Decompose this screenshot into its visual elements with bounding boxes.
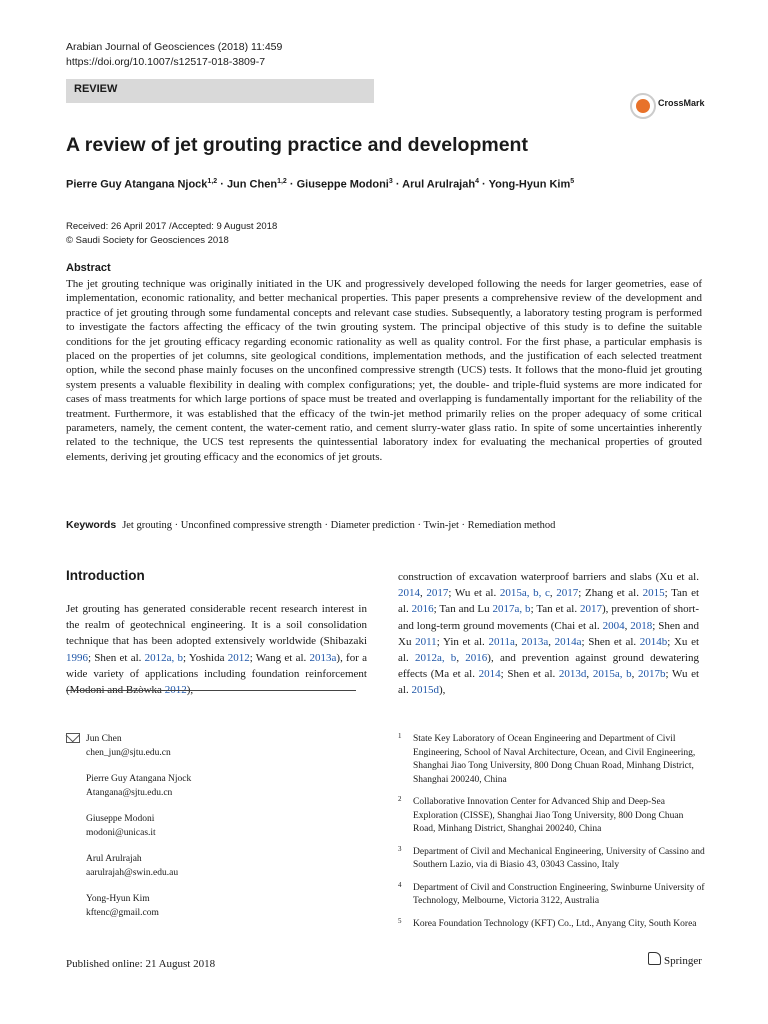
introduction-heading: Introduction xyxy=(66,568,145,583)
body-text: , xyxy=(514,635,522,648)
author-name[interactable]: Arul Arulrajah xyxy=(402,178,476,191)
citation-link[interactable]: 2015a, b, c xyxy=(499,587,550,600)
citation-link[interactable]: 2015a, b xyxy=(592,668,632,681)
affiliation-entry xyxy=(398,918,705,932)
affiliation-number: 1 xyxy=(398,732,402,740)
contact-email[interactable]: aarulrajah@swin.edu.au xyxy=(86,867,179,878)
article-type-label: REVIEW xyxy=(74,83,118,95)
keywords-label: Keywords xyxy=(66,519,117,531)
citation-link[interactable]: 2012 xyxy=(164,684,187,697)
affiliation-text: Korea Foundation Technology (KFT) Co., Ltd., Anyang City, South Korea xyxy=(413,918,697,929)
body-text: , xyxy=(631,668,638,681)
published-date: Published online: 21 August 2018 xyxy=(66,958,216,970)
contact-entry xyxy=(86,773,346,800)
body-text: , xyxy=(586,668,593,681)
author-name[interactable]: Jun Chen xyxy=(226,178,278,191)
publisher-logo xyxy=(648,952,702,967)
contact-email[interactable]: modoni@unicas.it xyxy=(86,827,156,838)
citation-link[interactable]: 2017 xyxy=(556,587,579,600)
citation-link[interactable]: 2012a, b xyxy=(144,651,184,664)
body-text: ), xyxy=(438,684,446,697)
citation-link[interactable]: 2013d xyxy=(558,668,587,681)
affiliation-text: Collaborative Innovation Center for Advanced Ship and Deep-Sea Exploration (CISSE), Shanghai Jiao Tong University, 800 Dong Chuan Road, Minhang District, Shanghai 200240, China xyxy=(413,797,684,834)
intro-column-right xyxy=(398,569,699,699)
citation-link[interactable]: 2012 xyxy=(227,651,250,664)
citation-link[interactable]: 2017 xyxy=(580,603,602,616)
body-text: Jet grouting has generated considerable recent research interest in the realm of geotechnical engineering. It is a soil consolidation technique that has been adopted extensively worldwide (Shibazaki xyxy=(66,603,367,648)
body-text: ; Shen et al. xyxy=(88,651,145,664)
citation-link[interactable]: 2013a xyxy=(521,635,549,648)
body-text: ; Wu et al. xyxy=(398,668,700,697)
author-name[interactable]: Pierre Guy Atangana Njock xyxy=(66,178,208,191)
body-text: ; Yoshida xyxy=(183,651,228,664)
citation-link[interactable]: 2014 xyxy=(478,668,501,681)
body-text: ), xyxy=(186,684,194,697)
article-title: A review of jet grouting practice and development xyxy=(66,134,528,156)
author-affiliation-mark: 3 xyxy=(388,178,393,185)
citation-link[interactable]: 2004 xyxy=(602,619,625,632)
abstract-heading: Abstract xyxy=(66,262,111,274)
body-text: ), and prevention against ground dewatering effects (Ma et al. xyxy=(398,652,699,681)
author-affiliation-mark: 4 xyxy=(475,178,479,185)
abstract-text: The jet grouting technique was originally initiated in the UK and progressively developed following the needs for larger geometries, ease of implementation, economic rationality, and better mechanical properties. This paper presents a comprehensive review of the development and practice of jet grouting through some fundamental concepts and relevant case studies. Subsequently, a laboratory testing program is performed to investigate the factors affecting the efficacy of the twin grouting system. The principal objective of this study is to define the suitable conditions for the jet grouting efficacy regarding economic rationality as well as quality control. For the first phase, a particular emphasis is placed on the properties of jet columns, site geological conditions, implementation methods, and the justification of each selected treatment option, while the second phase mainly focuses on the unconfined compressive strength (UCS) tests. It follows that the mono-fluid jet grouting system presents a valuable flexibility in dealing with complex configurations; yet, the double- and triple-fluid systems are more indicated for cases of mass treatments for which large portions of space must be treated and overlapping is fundamentally important for the reliability of the treatment. Furthermore, it was established that the efficacy of the twin-jet method primarily relies on the proper adequacy of some critical parameters, namely, the cement content, the water-cement ratio, and cement slurry-water glass ratio. In spite of some uncertainties inherently related to the technique, the UCS test represents the quintessential laboratory index for evaluating the mechanical properties of grouted elements, deriving jet grouting efficacy and the economics of jet grouts. xyxy=(66,278,702,463)
author-affiliation-mark: 1,2 xyxy=(207,178,218,185)
affiliation-entry xyxy=(398,796,705,837)
citation-link[interactable]: 2017b xyxy=(638,668,666,681)
body-text: ; Shen et al. xyxy=(500,668,559,681)
citation-link[interactable]: 2017a, b xyxy=(492,603,531,616)
doi-link[interactable]: https://doi.org/10.1007/s12517-018-3809-7 xyxy=(66,56,266,68)
intro-column-left xyxy=(66,601,367,698)
journal-citation: Arabian Journal of Geosciences (2018) 11:459 xyxy=(66,41,283,53)
body-text: , xyxy=(549,587,557,600)
body-text: ; Wu et al. xyxy=(448,587,500,600)
body-text: ; Shen et al. xyxy=(581,635,640,648)
citation-link[interactable]: 2015 xyxy=(642,587,665,600)
body-text: ; Shen and Xu xyxy=(398,619,700,648)
contact-email[interactable]: chen_jun@sjtu.edu.cn xyxy=(86,747,171,758)
affiliations-list xyxy=(398,733,705,940)
citation-link[interactable]: 2016 xyxy=(411,603,434,616)
affiliation-entry xyxy=(398,733,705,787)
contact-email[interactable]: Atangana@sjtu.edu.cn xyxy=(86,787,173,798)
affiliation-text: Department of Civil and Mechanical Engineering, University of Cassino and Southern Lazio, via di Biasio 43, 03043 Cassino, Italy xyxy=(413,846,705,870)
contact-name: Pierre Guy Atangana Njock xyxy=(86,774,192,784)
affiliation-number: 4 xyxy=(398,880,402,889)
body-text: ; Yin et al. xyxy=(436,635,489,648)
contact-entry xyxy=(86,733,346,760)
article-dates xyxy=(66,220,277,248)
citation-link[interactable]: 2011a xyxy=(488,635,515,648)
body-text: , xyxy=(548,635,555,648)
citation-link[interactable]: 2018 xyxy=(630,619,653,632)
body-text: , xyxy=(624,619,631,632)
received-accepted: Received: 26 April 2017 /Accepted: 9 August 2018 xyxy=(66,221,278,232)
author-affiliation-mark: 1,2 xyxy=(277,178,287,185)
author-affiliation-mark: 5 xyxy=(570,178,575,185)
body-text: ; Xu et al. xyxy=(398,635,700,665)
contact-name: Yong-Hyun Kim xyxy=(86,894,150,904)
body-text: ; Tan et al. xyxy=(398,587,700,616)
affiliation-number: 2 xyxy=(398,795,402,803)
author-name[interactable]: Yong-Hyun Kim xyxy=(488,178,571,191)
contact-entry xyxy=(86,853,346,880)
author-list: Pierre Guy Atangana Njock$^{1,2}$ · Jun Chen$^{1,2}$ · Giuseppe Modoni$^3$ · Arul Arulrajah$^4$ · Yong-Hyun Kim$^5$ xyxy=(66,178,575,191)
citation-link[interactable]: 2016 xyxy=(465,652,488,665)
contact-name: Giuseppe Modoni xyxy=(86,814,155,824)
keywords-line xyxy=(66,519,555,531)
springer-horse-icon xyxy=(648,952,661,965)
publisher-name: Springer xyxy=(664,955,702,967)
citation-link[interactable]: 2015d xyxy=(411,684,439,697)
affiliation-text: State Key Laboratory of Ocean Engineering and Department of Civil Engineering, School of Naval Architecture, Ocean, and Civil Engineering, Shanghai Jiao Tong University, 800 Dong Chuan Road, Minhang District, Shanghai 200240, China xyxy=(413,734,696,785)
affiliation-number: 5 xyxy=(398,916,402,925)
crossmark-label: CrossMark xyxy=(658,98,705,108)
citation-link[interactable]: 2012a, b xyxy=(414,652,457,665)
article-type-bar xyxy=(66,79,374,103)
contact-entry xyxy=(86,893,346,920)
contact-name: Jun Chen xyxy=(86,734,122,744)
citation-link[interactable]: 1996 xyxy=(66,651,88,664)
citation-link[interactable]: 2011 xyxy=(415,635,437,648)
citation-link[interactable]: 2014b xyxy=(639,635,668,648)
citation-link[interactable]: 2013a xyxy=(309,651,337,664)
body-text: ; Wang et al. xyxy=(249,651,310,664)
crossmark-badge[interactable] xyxy=(630,93,710,123)
author-name[interactable]: Giuseppe Modoni xyxy=(296,178,389,191)
contact-name: Arul Arulrajah xyxy=(86,854,142,864)
body-text: construction of excavation waterproof barriers and slabs (Xu et al. xyxy=(398,571,699,583)
body-text: , xyxy=(456,652,466,665)
journal-header xyxy=(66,40,282,70)
keywords-text: Jet grouting · Unconfined compressive strength · Diameter prediction · Twin-jet · Remediation method xyxy=(122,520,556,531)
crossmark-icon xyxy=(630,93,656,119)
body-text: ; Zhang et al. xyxy=(578,587,643,600)
affiliation-text: Department of Civil and Construction Engineering, Swinburne University of Technology, Melbourne, Victoria 3122, Australia xyxy=(413,882,705,906)
corresponding-contacts xyxy=(86,733,346,933)
contact-entry xyxy=(86,813,346,840)
contact-email[interactable]: kftenc@gmail.com xyxy=(86,907,159,918)
body-text: ), for a wide variety of applications including foundation reinforcement (Modoni and Bzòwka xyxy=(66,651,367,697)
footnote-divider xyxy=(66,690,356,691)
body-text: , xyxy=(420,587,427,600)
body-text: ; Tan et al. xyxy=(530,603,580,616)
affiliation-entry xyxy=(398,846,705,873)
citation-link[interactable]: 2014a xyxy=(554,635,582,648)
affiliation-entry xyxy=(398,882,705,909)
citation-link[interactable]: 2017 xyxy=(426,587,449,600)
envelope-icon xyxy=(66,733,80,743)
copyright-line: © Saudi Society for Geosciences 2018 xyxy=(66,235,229,246)
body-text: ), prevention of short- and long-term ground movements (Chai et al. xyxy=(398,603,699,632)
affiliation-number: 3 xyxy=(398,844,402,853)
citation-link[interactable]: 2014 xyxy=(398,587,420,600)
body-text: ; Tan and Lu xyxy=(433,603,493,616)
